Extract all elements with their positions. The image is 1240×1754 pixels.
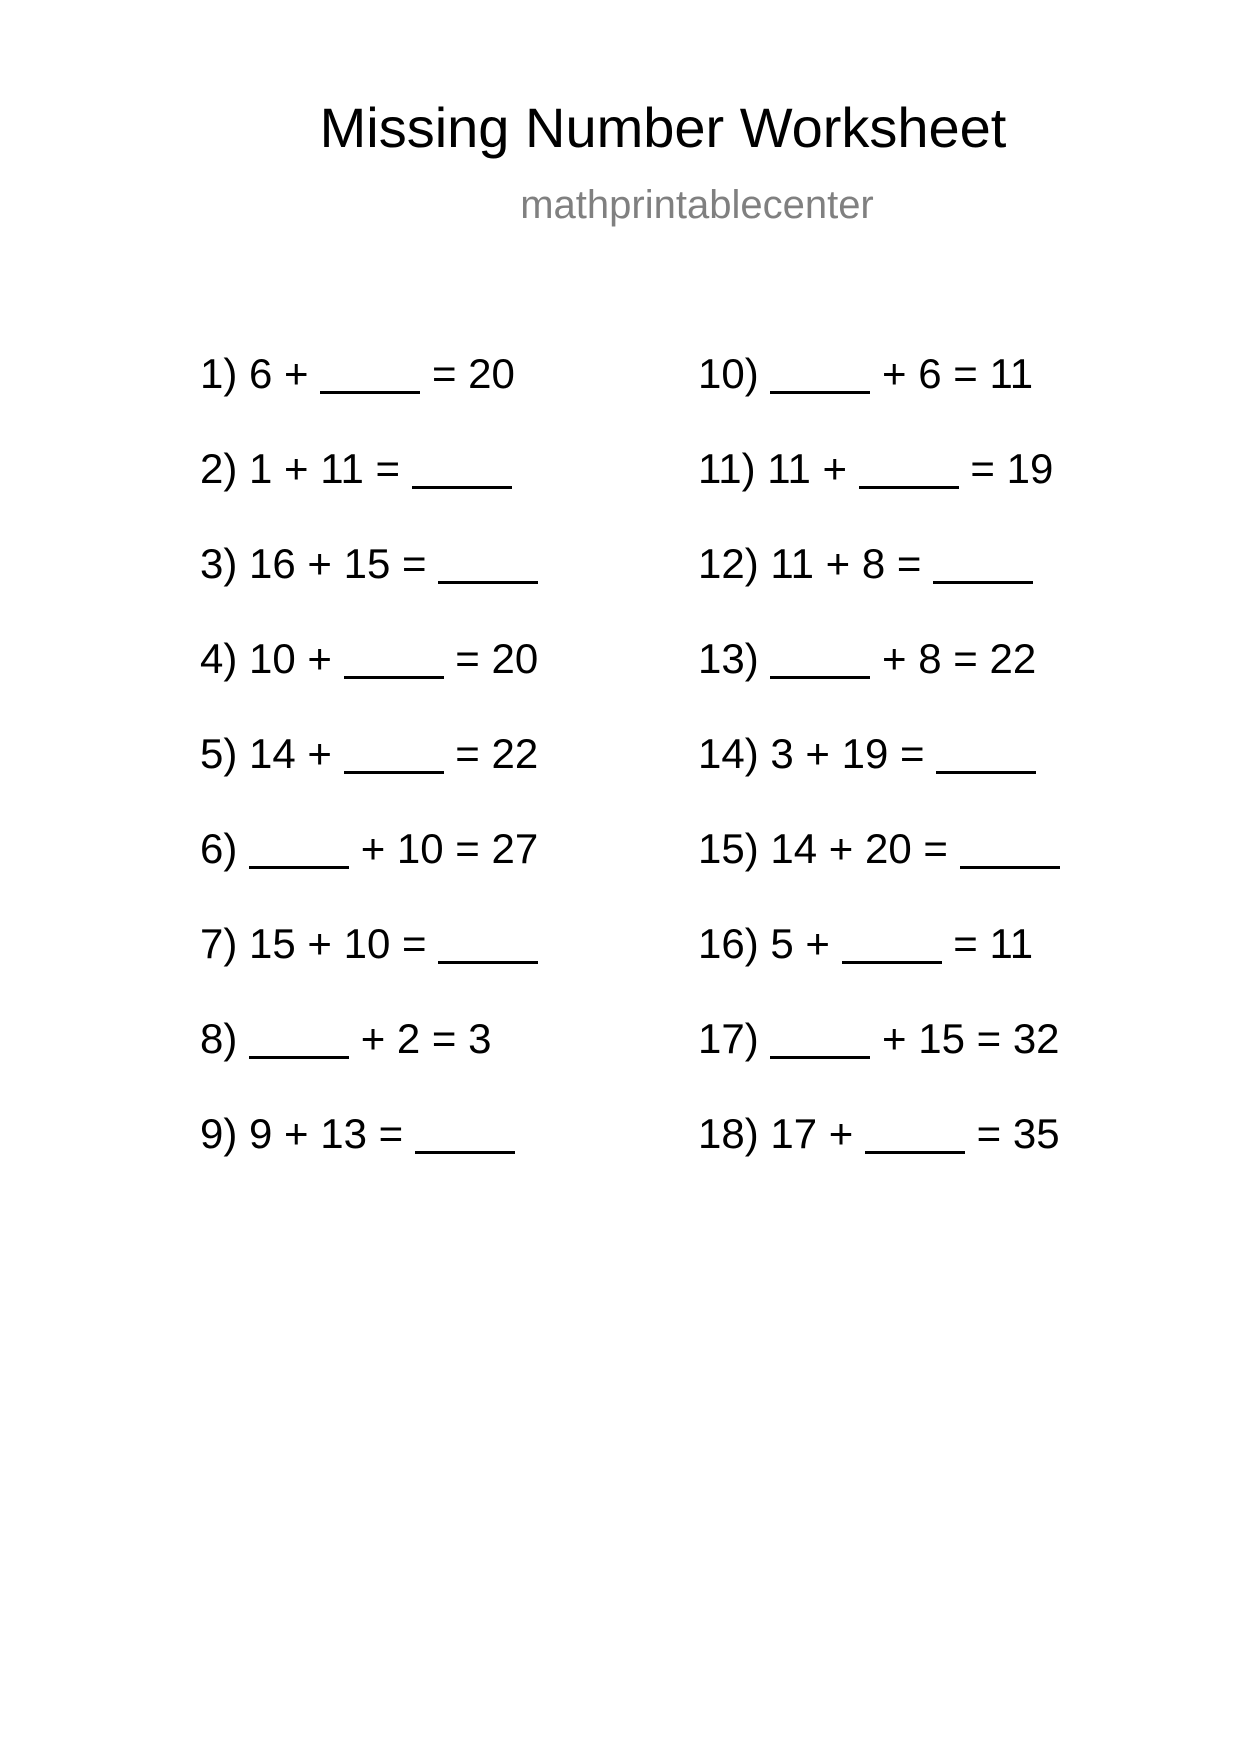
equation-text: 15 + 10 = — [249, 920, 427, 967]
equation-text: = 20 — [431, 350, 515, 397]
problem-item — [698, 540, 1060, 635]
problem-number: 13) — [698, 635, 759, 682]
equation-text: 14 + — [249, 730, 332, 777]
answer-blank[interactable] — [936, 731, 1036, 774]
answer-blank[interactable] — [770, 636, 870, 679]
answer-blank[interactable] — [865, 1111, 965, 1154]
equation-text: = 35 — [976, 1110, 1060, 1157]
worksheet-title: Missing Number Worksheet — [319, 96, 1007, 159]
equation-text: + 2 = 3 — [360, 1015, 492, 1062]
problem-item — [698, 730, 1060, 825]
equation-text: + 6 = 11 — [882, 350, 1034, 397]
problem-item — [200, 540, 538, 635]
problem-number: 8) — [200, 1015, 238, 1062]
problem-number: 18) — [698, 1110, 759, 1157]
problem-number: 9) — [200, 1110, 238, 1157]
equation-text: 16 + 15 = — [249, 540, 427, 587]
problem-item — [200, 825, 538, 920]
problem-item — [200, 920, 538, 1015]
equation-text: 14 + 20 = — [770, 825, 948, 872]
equation-text: + 8 = 22 — [882, 635, 1037, 682]
problem-number: 7) — [200, 920, 238, 967]
answer-blank[interactable] — [344, 731, 444, 774]
equation-text: 9 + 13 = — [249, 1110, 404, 1157]
problem-item — [200, 1015, 538, 1110]
problem-number: 15) — [698, 825, 759, 872]
equation-text: 6 + — [249, 350, 309, 397]
problem-item — [200, 445, 538, 540]
problem-item — [698, 445, 1060, 540]
answer-blank[interactable] — [412, 446, 512, 489]
answer-blank[interactable] — [438, 541, 538, 584]
answer-blank[interactable] — [770, 351, 870, 394]
equation-text: 3 + 19 = — [770, 730, 925, 777]
problems-column-right — [698, 350, 1060, 1205]
problem-item — [200, 635, 538, 730]
equation-text: 17 + — [770, 1110, 854, 1157]
answer-blank[interactable] — [960, 826, 1060, 869]
problem-number: 4) — [200, 635, 238, 682]
problem-item — [200, 350, 538, 445]
equation-text: = 19 — [970, 445, 1054, 492]
problem-number: 10) — [698, 350, 759, 397]
problem-number: 5) — [200, 730, 238, 777]
problem-number: 1) — [200, 350, 238, 397]
problem-number: 3) — [200, 540, 238, 587]
equation-text: + 10 = 27 — [360, 825, 539, 872]
answer-blank[interactable] — [320, 351, 420, 394]
equation-text: = 22 — [455, 730, 539, 777]
problem-item — [200, 1110, 538, 1205]
equation-text: 11 + — [767, 445, 848, 492]
equation-text: 1 + 11 = — [249, 445, 401, 492]
answer-blank[interactable] — [249, 1016, 349, 1059]
answer-blank[interactable] — [842, 921, 942, 964]
answer-blank[interactable] — [344, 636, 444, 679]
answer-blank[interactable] — [770, 1016, 870, 1059]
equation-text: 11 + 8 = — [770, 540, 922, 587]
answer-blank[interactable] — [933, 541, 1033, 584]
problem-number: 12) — [698, 540, 759, 587]
problems-column-left — [200, 350, 538, 1205]
answer-blank[interactable] — [438, 921, 538, 964]
answer-blank[interactable] — [415, 1111, 515, 1154]
problem-item — [698, 635, 1060, 730]
answer-blank[interactable] — [859, 446, 959, 489]
problem-number: 2) — [200, 445, 238, 492]
worksheet-source: mathprintablecenter — [520, 183, 874, 227]
problem-number: 17) — [698, 1015, 759, 1062]
equation-text: = 20 — [455, 635, 539, 682]
problem-item — [698, 825, 1060, 920]
equation-text: = 11 — [953, 920, 1034, 967]
problem-item — [698, 1110, 1060, 1205]
problem-item — [200, 730, 538, 825]
problem-number: 16) — [698, 920, 759, 967]
problem-item — [698, 350, 1060, 445]
answer-blank[interactable] — [249, 826, 349, 869]
problem-number: 6) — [200, 825, 238, 872]
problem-number: 14) — [698, 730, 759, 777]
equation-text: 10 + — [249, 635, 332, 682]
problem-item — [698, 920, 1060, 1015]
problem-number: 11) — [698, 445, 756, 492]
problem-item — [698, 1015, 1060, 1110]
equation-text: 5 + — [770, 920, 830, 967]
equation-text: + 15 = 32 — [882, 1015, 1060, 1062]
